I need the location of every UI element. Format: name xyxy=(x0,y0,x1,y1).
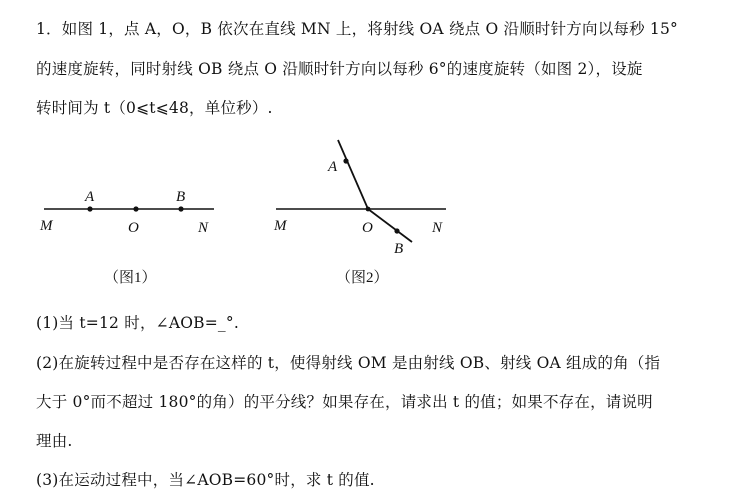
fig1-point-b xyxy=(178,206,183,211)
question-2-line-3: 理由. xyxy=(36,432,73,450)
figure-1 xyxy=(39,189,214,286)
fig1-caption: （图1） xyxy=(104,270,157,286)
fig1-label-o: O xyxy=(128,220,139,236)
fig1-point-o xyxy=(133,206,138,211)
fig2-ray-ob xyxy=(368,209,412,242)
fig2-label-b: B xyxy=(394,241,404,257)
problem-line-2: 的速度旋转，同时射线 OB 绕点 O 沿顺时针方向以每秒 6°的速度旋转（如图 2），设旋 xyxy=(36,60,643,78)
figure-2 xyxy=(273,140,446,286)
question-2-line-1: (2)在旋转过程中是否存在这样的 t，使得射线 OM 是由射线 OB、射线 OA 组成的角（指 xyxy=(36,354,661,372)
fig2-label-n: N xyxy=(432,220,443,236)
fig1-label-a: A xyxy=(85,189,95,205)
fig1-label-b: B xyxy=(176,189,186,205)
fig2-ray-oa xyxy=(338,140,368,209)
problem-line-3: 转时间为 t（0⩽t⩽48，单位秒）. xyxy=(36,99,273,117)
fig2-caption: （图2） xyxy=(336,270,389,286)
question-2-line-2: 大于 0°而不超过 180°的角）的平分线？如果存在，请求出 t 的值；如果不存在，请说明 xyxy=(36,393,653,411)
fig1-point-a xyxy=(87,206,92,211)
fig2-point-b xyxy=(394,228,399,233)
problem-line-1: 1．如图 1，点 A，O，B 依次在直线 MN 上，将射线 OA 绕点 O 沿顺时针方向以每秒 15° xyxy=(36,20,679,38)
fig2-label-o: O xyxy=(362,220,373,236)
fig2-point-o xyxy=(366,207,371,212)
fig2-point-a xyxy=(343,158,348,163)
fig1-label-n: N xyxy=(198,220,209,236)
question-1: (1)当 t=12 时，∠AOB=_°. xyxy=(36,314,239,332)
fig2-label-m: M xyxy=(274,218,287,234)
fig2-label-a: A xyxy=(328,159,338,175)
fig1-label-m: M xyxy=(40,218,53,234)
question-3: (3)在运动过程中，当∠AOB=60°时，求 t 的值. xyxy=(36,471,375,489)
